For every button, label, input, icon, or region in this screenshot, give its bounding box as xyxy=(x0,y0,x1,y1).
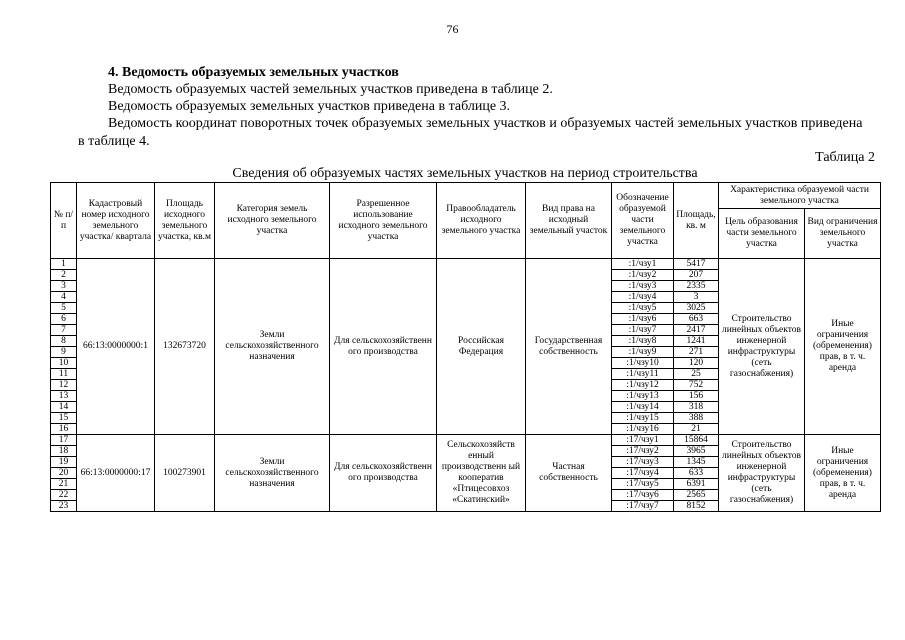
section-heading: 4. Ведомость образуемых земельных участков xyxy=(108,65,399,80)
row-num: 15 xyxy=(51,413,77,424)
header-restriction: Вид ограничения земельного участка xyxy=(805,209,881,259)
row-num: 9 xyxy=(51,347,77,358)
cell-area: 1241 xyxy=(674,336,719,347)
cell-area: 8152 xyxy=(674,501,719,512)
cell-area: 2565 xyxy=(674,490,719,501)
header-area: Площадь, кв. м xyxy=(674,183,719,259)
cell-area: 3 xyxy=(674,292,719,303)
cell-area: 271 xyxy=(674,347,719,358)
cell-area: 156 xyxy=(674,391,719,402)
cell-area: 318 xyxy=(674,402,719,413)
page-number: 76 xyxy=(446,22,459,36)
cell-category: Земли сельскохозяйственного назначения xyxy=(215,435,330,512)
row-num: 2 xyxy=(51,270,77,281)
cell-designation: :17/чзу4 xyxy=(612,468,674,479)
cell-designation: :1/чзу14 xyxy=(612,402,674,413)
table-label: Таблица 2 xyxy=(815,150,875,165)
cell-cadastral: 66:13:0000000:17 xyxy=(77,435,155,512)
cell-designation: :1/чзу15 xyxy=(612,413,674,424)
paragraph-2: Ведомость образуемых земельных участков приведена в таблице 3. xyxy=(108,99,511,114)
cell-source-area: 132673720 xyxy=(155,259,215,435)
row-num: 22 xyxy=(51,490,77,501)
parts-table xyxy=(50,182,881,512)
cell-designation: :17/чзу1 xyxy=(612,435,674,446)
row-num: 5 xyxy=(51,303,77,314)
header-permitted-use: Разрешенное использование исходного земельного участка xyxy=(330,183,437,259)
row-num: 18 xyxy=(51,446,77,457)
cell-area: 633 xyxy=(674,468,719,479)
row-num: 19 xyxy=(51,457,77,468)
row-num: 4 xyxy=(51,292,77,303)
cell-holder: Сельскохозяйств енный производственн ый кооператив «Птицесовхоз «Скатинский» xyxy=(437,435,526,512)
row-num: 23 xyxy=(51,501,77,512)
cell-restriction: Иные ограничения (обременения) прав, в т. ч. аренда xyxy=(805,435,881,512)
row-num: 16 xyxy=(51,424,77,435)
cell-area: 2335 xyxy=(674,281,719,292)
cell-area: 120 xyxy=(674,358,719,369)
cell-designation: :17/чзу3 xyxy=(612,457,674,468)
cell-designation: :1/чзу8 xyxy=(612,336,674,347)
header-num: № п/п xyxy=(51,183,77,259)
cell-area: 207 xyxy=(674,270,719,281)
cell-area: 5417 xyxy=(674,259,719,270)
cell-purpose: Строительство линейных объектов инженерной инфраструктуры (сеть газоснабжения) xyxy=(719,435,805,512)
cell-designation: :17/чзу7 xyxy=(612,501,674,512)
cell-holder: Российская Федерация xyxy=(437,259,526,435)
header-designation: Обозначение образуемой части земельного участка xyxy=(612,183,674,259)
cell-designation: :17/чзу6 xyxy=(612,490,674,501)
cell-area: 3965 xyxy=(674,446,719,457)
cell-designation: :17/чзу5 xyxy=(612,479,674,490)
cell-area: 388 xyxy=(674,413,719,424)
row-num: 10 xyxy=(51,358,77,369)
cell-right-type: Государственная собственность xyxy=(526,259,612,435)
header-characteristic: Характеристика образуемой части земельного участка xyxy=(719,183,881,209)
cell-permitted-use: Для сельскохозяйственн ого производства xyxy=(330,435,437,512)
row-num: 17 xyxy=(51,435,77,446)
cell-designation: :1/чзу3 xyxy=(612,281,674,292)
cell-right-type: Частная собственность xyxy=(526,435,612,512)
table-caption: Сведения об образуемых частях земельных участков на период строительства xyxy=(232,166,698,181)
row-num: 1 xyxy=(51,259,77,270)
cell-purpose: Строительство линейных объектов инженерной инфраструктуры (сеть газоснабжения) xyxy=(719,259,805,435)
cell-area: 6391 xyxy=(674,479,719,490)
cell-designation: :1/чзу1 xyxy=(612,259,674,270)
row-num: 8 xyxy=(51,336,77,347)
cell-designation: :1/чзу12 xyxy=(612,380,674,391)
cell-restriction: Иные ограничения (обременения) прав, в т. ч. аренда xyxy=(805,259,881,435)
row-num: 21 xyxy=(51,479,77,490)
cell-designation: :1/чзу6 xyxy=(612,314,674,325)
header-purpose: Цель образования части земельного участка xyxy=(719,209,805,259)
row-num: 7 xyxy=(51,325,77,336)
cell-area: 752 xyxy=(674,380,719,391)
header-right-type: Вид права на исходный земельный участок xyxy=(526,183,612,259)
cell-cadastral: 66:13:0000000:1 xyxy=(77,259,155,435)
cell-designation: :1/чзу7 xyxy=(612,325,674,336)
cell-category: Земли сельскохозяйственного назначения xyxy=(215,259,330,435)
cell-designation: :1/чзу2 xyxy=(612,270,674,281)
row-num: 13 xyxy=(51,391,77,402)
paragraph-1: Ведомость образуемых частей земельных участков приведена в таблице 2. xyxy=(108,82,553,97)
row-num: 20 xyxy=(51,468,77,479)
cell-area: 663 xyxy=(674,314,719,325)
table-row xyxy=(51,259,881,270)
cell-area: 2417 xyxy=(674,325,719,336)
row-num: 14 xyxy=(51,402,77,413)
cell-designation: :1/чзу4 xyxy=(612,292,674,303)
cell-designation: :1/чзу11 xyxy=(612,369,674,380)
row-num: 11 xyxy=(51,369,77,380)
cell-designation: :1/чзу10 xyxy=(612,358,674,369)
cell-designation: :17/чзу2 xyxy=(612,446,674,457)
cell-area: 1345 xyxy=(674,457,719,468)
header-cadastral: Кадастровый номер исходного земельного участка/ квартала xyxy=(77,183,155,259)
header-source-area: Площадь исходного земельного участка, кв.м xyxy=(155,183,215,259)
row-num: 12 xyxy=(51,380,77,391)
cell-permitted-use: Для сельскохозяйственн ого производства xyxy=(330,259,437,435)
table-row xyxy=(51,435,881,446)
cell-area: 15864 xyxy=(674,435,719,446)
paragraph-3: Ведомость координат поворотных точек образуемых земельных участков и образуемых частей земельных участков приведена в таблице 4. xyxy=(78,116,863,149)
row-num: 3 xyxy=(51,281,77,292)
cell-area: 21 xyxy=(674,424,719,435)
cell-designation: :1/чзу5 xyxy=(612,303,674,314)
header-category: Категория земель исходного земельного участка xyxy=(215,183,330,259)
cell-designation: :1/чзу16 xyxy=(612,424,674,435)
cell-designation: :1/чзу9 xyxy=(612,347,674,358)
cell-area: 3025 xyxy=(674,303,719,314)
header-holder: Правообладатель исходного земельного участка xyxy=(437,183,526,259)
row-num: 6 xyxy=(51,314,77,325)
cell-designation: :1/чзу13 xyxy=(612,391,674,402)
cell-source-area: 100273901 xyxy=(155,435,215,512)
cell-area: 25 xyxy=(674,369,719,380)
